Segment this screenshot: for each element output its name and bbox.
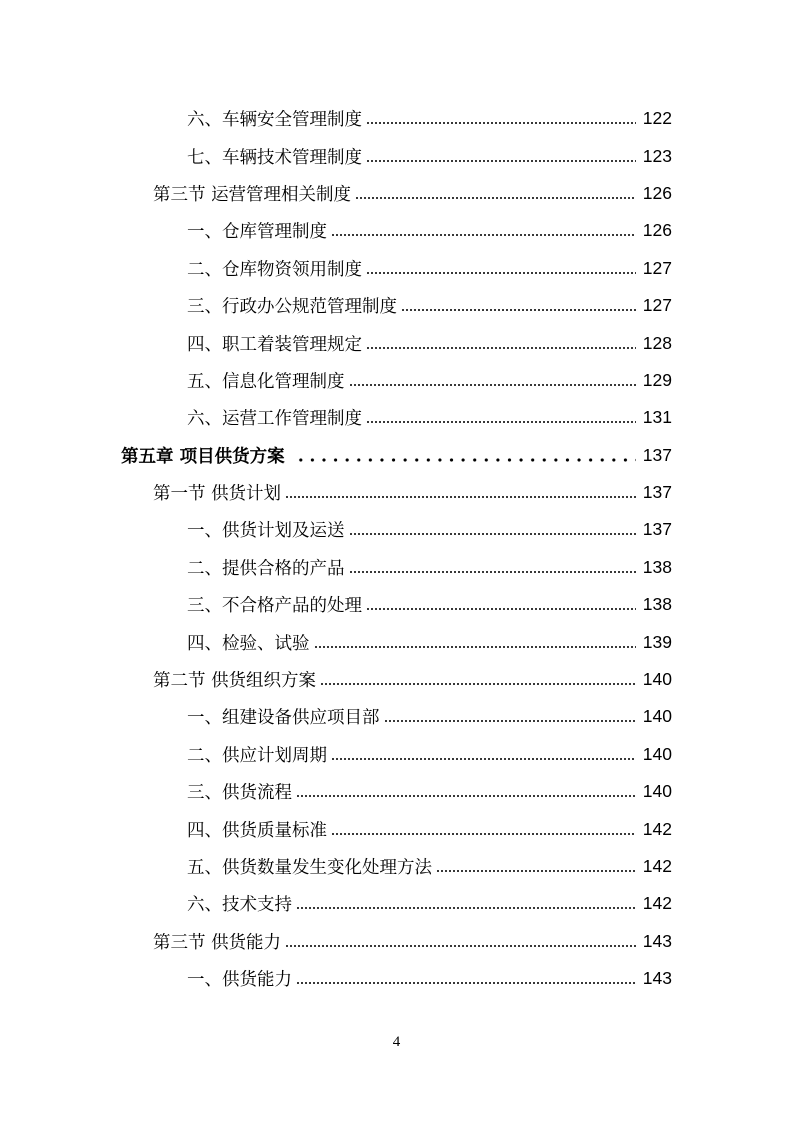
dot-leader	[384, 720, 637, 722]
toc-entry-page: 140	[642, 743, 672, 764]
toc-entry-label: 六、运营工作管理制度	[187, 409, 362, 430]
dot-leader	[366, 160, 636, 162]
toc-entry-label: 四、检验、试验	[187, 633, 310, 654]
toc-entry-label: 三、行政办公规范管理制度	[187, 297, 397, 318]
toc-entry-label: 三、不合格产品的处理	[187, 596, 362, 617]
dot-leader	[401, 309, 636, 311]
toc-entry[interactable]	[0, 848, 793, 885]
toc-entry[interactable]	[0, 287, 793, 324]
dot-leader	[366, 608, 636, 610]
toc-entry-page: 127	[642, 257, 672, 278]
toc-entry[interactable]	[0, 586, 793, 623]
toc-entry-page: 142	[642, 856, 672, 876]
toc-entry-label: 一、组建设备供应项目部	[187, 708, 380, 729]
toc-entry-label: 三、供货流程	[187, 783, 292, 804]
toc-entry-label: 五、信息化管理制度	[187, 371, 345, 392]
toc-entry-label: 一、供货计划及运送	[187, 521, 345, 542]
page-number: 4	[392, 1034, 401, 1050]
toc-entry-page: 129	[642, 369, 672, 390]
toc-entry-page: 140	[642, 669, 672, 690]
toc-entry[interactable]	[0, 212, 793, 249]
toc-entry-page: 140	[642, 706, 672, 727]
toc-chapter-entry[interactable]	[0, 437, 793, 474]
toc-entry[interactable]	[0, 100, 793, 137]
dot-leader	[285, 496, 636, 498]
dot-leader	[331, 758, 636, 760]
toc-entry[interactable]	[0, 250, 793, 287]
toc-entry-label: 二、仓库物资领用制度	[187, 259, 362, 280]
toc-entry[interactable]	[0, 623, 793, 660]
toc-entry[interactable]	[0, 399, 793, 436]
toc-entry[interactable]	[0, 511, 793, 548]
dot-leader	[355, 197, 636, 199]
toc-entry-label: 第五章 项目供货方案	[121, 446, 285, 467]
toc-entry-label: 二、提供合格的产品	[187, 558, 345, 579]
dot-leader	[366, 347, 636, 349]
dot-leader	[296, 982, 636, 984]
toc-entry[interactable]	[0, 137, 793, 174]
dot-leader	[331, 833, 636, 835]
toc-entry[interactable]	[0, 736, 793, 773]
toc-entry[interactable]	[0, 885, 793, 922]
dot-leader	[320, 683, 636, 685]
toc-entry-label: 二、供应计划周期	[187, 745, 327, 766]
toc-entry[interactable]	[0, 324, 793, 361]
dot-leader	[366, 421, 636, 423]
toc-entry-page: 143	[642, 968, 672, 989]
toc-entry-label: 第一节 供货计划	[153, 484, 282, 505]
toc-entry-page: 138	[642, 594, 672, 615]
toc-entry[interactable]	[0, 549, 793, 586]
toc-section-entry[interactable]	[0, 923, 793, 960]
toc-entry-page: 143	[642, 930, 672, 951]
toc-entry-label: 一、供货能力	[187, 970, 292, 991]
dot-leader	[296, 795, 636, 797]
dot-leader	[314, 646, 637, 648]
toc-entry-label: 一、仓库管理制度	[187, 222, 327, 243]
dot-leader	[366, 272, 636, 274]
toc-section-entry[interactable]	[0, 661, 793, 698]
dot-leader	[349, 384, 637, 386]
toc-entry-page: 138	[642, 556, 672, 577]
toc-entry-page: 139	[642, 631, 672, 652]
toc-entry-label: 第三节 运营管理相关制度	[153, 184, 352, 205]
toc-entry[interactable]	[0, 810, 793, 847]
toc-entry-page: 131	[642, 407, 672, 428]
dot-leader	[285, 945, 636, 947]
toc-entry-page: 128	[642, 332, 672, 353]
toc-entry-label: 六、技术支持	[187, 895, 292, 916]
toc-entry-label: 六、车辆安全管理制度	[187, 110, 362, 131]
toc-entry-page: 126	[642, 220, 672, 241]
toc-entry-label: 第二节 供货组织方案	[153, 671, 317, 692]
toc-entry-label: 七、车辆技术管理制度	[187, 147, 362, 168]
toc-entry-page: 122	[642, 108, 672, 129]
toc-entry-page: 137	[642, 519, 672, 540]
dot-leader	[349, 571, 637, 573]
toc-entry-page: 127	[642, 295, 672, 316]
dot-leader	[295, 458, 636, 462]
toc-entry[interactable]	[0, 362, 793, 399]
toc-entry-page: 123	[642, 145, 672, 166]
toc-entry-label: 四、供货质量标准	[187, 820, 327, 841]
toc-entry[interactable]	[0, 960, 793, 997]
toc-entry-page: 137	[642, 444, 672, 465]
dot-leader	[296, 907, 636, 909]
table-of-contents	[0, 100, 793, 997]
dot-leader	[436, 870, 636, 872]
toc-entry-label: 四、职工着装管理规定	[187, 334, 362, 355]
toc-entry-label: 五、供货数量发生变化处理方法	[187, 858, 432, 878]
toc-section-entry[interactable]	[0, 474, 793, 511]
dot-leader	[331, 234, 636, 236]
toc-entry-page: 142	[642, 818, 672, 839]
toc-entry-label: 第三节 供货能力	[153, 932, 282, 953]
toc-entry-page: 137	[642, 482, 672, 503]
toc-section-entry[interactable]	[0, 175, 793, 212]
dot-leader	[366, 122, 636, 124]
toc-entry[interactable]	[0, 773, 793, 810]
toc-entry-page: 140	[642, 781, 672, 802]
toc-entry[interactable]	[0, 698, 793, 735]
toc-entry-page: 126	[642, 182, 672, 203]
dot-leader	[349, 533, 637, 535]
toc-entry-page: 142	[642, 893, 672, 914]
